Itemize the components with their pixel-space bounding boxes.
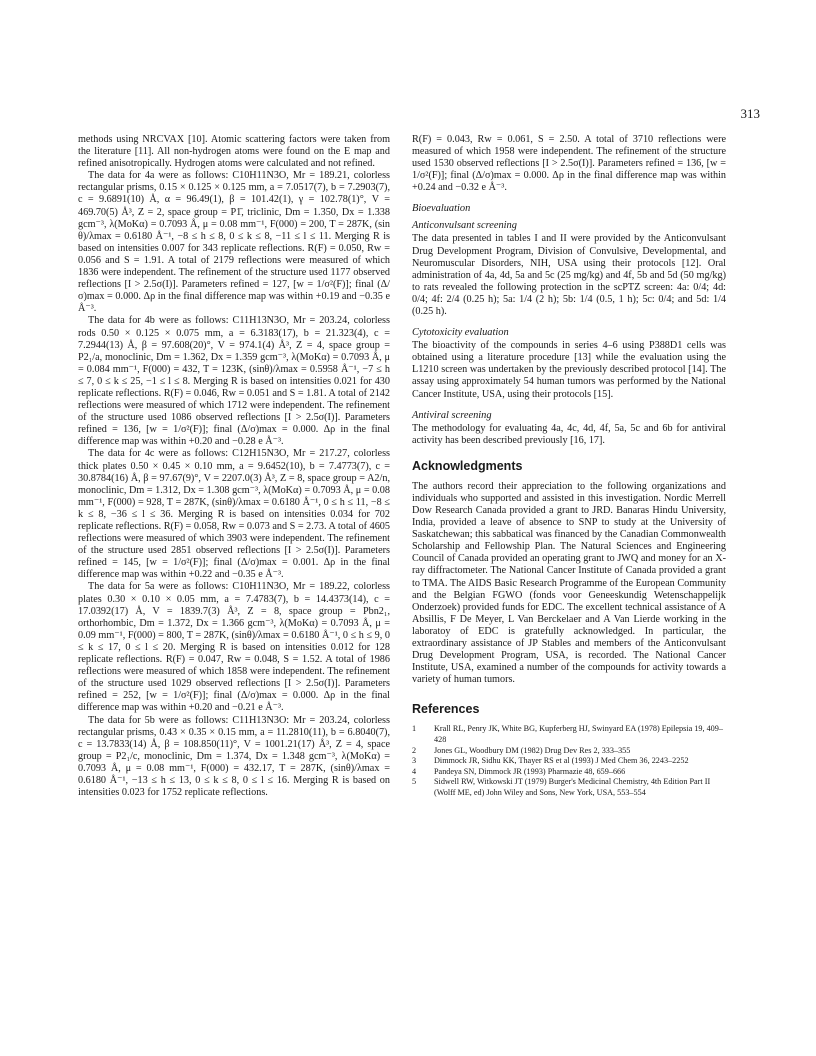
reference-text: Krall RL, Penry JK, White BG, Kupferberg HJ, Swinyard EA (1978) Epilepsia 19, 409–428	[434, 724, 723, 744]
reference-text: Jones GL, Woodbury DM (1982) Drug Dev Res 2, 333–355	[434, 745, 631, 755]
cytotoxicity-heading: Cytotoxicity evaluation	[412, 327, 509, 339]
reference-number: 1	[412, 724, 417, 734]
bioevaluation-heading: Bioevaluation	[412, 203, 471, 215]
data-4a-paragraph: The data for 4a were as follows: C10H11N3O, Mr = 189.21, colorless rectangular prisms, 0.15 × 0.125 × 0.125 mm, a = 7.0517(7), b = 7.2903(7), c = 9.6891(10) Å, α = 96.49(1), β = 101.42(1), γ = 102.78(1)°, V = 469.70(5) Å³, Z = 2, space group = P1̄, triclinic, Dm = 1.350, Dx = 1.338 gcm⁻³, λ(MoKα) = 0.7093 Å, μ = 0.08 mm⁻¹, F(000) = 200, T = 287K, (sin θ)/λmax = 0.6180 Å⁻¹, −8 ≤ h ≤ 8, 0 ≤ k ≤ 8, −11 ≤ l ≤ 11. Merging R is based on intensities 0.007 for 343 replicate reflections. R(F) = 0.050, Rw = 0.056 and S = 1.91. A total of 2179 reflections were measured of which 1836 were independent. The refinement of the structure used 1177 observed reflections [I > 2.5σ(I)]. Parameters refined = 127, [w = 1/σ²(F)]; final (Δ/σ)max = 0.000. Δρ in the final difference map was within +0.19 and −0.35 e Å⁻³.	[78, 170, 390, 315]
reference-item	[412, 777, 726, 798]
antiviral-text: The methodology for evaluating 4a, 4c, 4d, 4f, 5a, 5c and 6b for antiviral activity has been described previously [16, 17].	[412, 422, 726, 446]
methods-paragraph: methods using NRCVAX [10]. Atomic scattering factors were taken from the literature [11]. All non-hydrogen atoms were found on the E map and refined anisotropically. Hydrogen atoms were calculated and not refined.	[78, 134, 390, 170]
antiviral-heading: Antiviral screening	[412, 409, 492, 421]
data-5b-paragraph: The data for 5b were as follows: C11H13N3O: Mr = 203.24, colorless rectangular prisms, 0.43 × 0.35 × 0.15 mm, a = 11.2810(11), b = 6.8040(7), c = 13.7833(14) Å, β = 108.850(11)°, V = 1001.21(17) Å³, Z = 4, space group = P2₁/c, monoclinic, Dm = 1.374, Dx = 1.348 gcm⁻³, λ(MoKα) = 0.7093 Å, μ = 0.08 mm⁻¹, F(000) = 432.17, T = 287K, (sinθ)/λmax = 0.6180 Å⁻¹, −13 ≤ h ≤ 13, 0 ≤ k ≤ 8, 0 ≤ l ≤ 16. Merging R is based on intensities 0.023 for 1752 replicate reflections.	[78, 714, 390, 799]
reference-number: 2	[412, 745, 417, 755]
reference-text: Sidwell RW, Witkowski JT (1979) Burger's Medicinal Chemistry, 4th Edition Part II (Wolff ME, ed) John Wiley and Sons, New York, USA, 553–554	[434, 777, 711, 797]
acknowledgments-heading: Acknowledgments	[412, 458, 523, 473]
reference-text: Dimmock JR, Sidhu KK, Thayer RS et al (1993) J Med Chem 36, 2243–2252	[434, 756, 689, 766]
page-number: 313	[740, 106, 760, 121]
references-list	[412, 724, 726, 798]
reference-number: 4	[412, 766, 417, 776]
reference-text: Pandeya SN, Dimmock JR (1993) Pharmazie 48, 659–666	[434, 766, 626, 776]
reference-item	[412, 746, 726, 757]
reference-number: 3	[412, 756, 417, 766]
left-column	[78, 134, 390, 799]
reference-item	[412, 756, 726, 767]
anticonvulsant-text: The data presented in tables I and II were provided by the Anticonvulsant Drug Development Program, Division of Convulsive, Developmental, and Neuromuscular Disorders, NIH, USA using their protocols [12]. Oral administration of 4a, 4d, 5a and 5c (25 mg/kg) and 4f, 5b and 5d (50 mg/kg) to rats revealed the following protection in the scPTZ screen: 4a: 0/4; 4d: 0/4; 4f: 2/4 (0.25 h); 5a: 1/4 (2 h); 5b: 1/4 (0.5, 1 h); 5c: 0/4; and 5d: 1/4 (0.25 h).	[412, 233, 726, 318]
data-5a-paragraph: The data for 5a were as follows: C10H11N3O, Mr = 189.22, colorless plates 0.30 × 0.10 × 0.05 mm, a = 7.4783(7), b = 14.4373(14), c = 17.0392(17) Å, V = 1839.7(3) Å³, Z = 8, space group = Pbn2₁, orthorhombic, Dm = 1.372, Dx = 1.366 gcm⁻³, λ(MoKα) = 0.7093 Å, μ = 0.09 mm⁻¹, F(000) = 800, T = 287K, (sinθ)/λmax = 0.6180 Å⁻¹, 0 ≤ h ≤ 9, 0 ≤ k ≤ 17, 0 ≤ l ≤ 20. Merging R is based on intensities 0.012 for 128 replicate reflections. R(F) = 0.047, Rw = 0.048, S = 1.52. A total of 1986 reflections were measured of which 1858 were independent. The refinement of the structure used 1029 observed reflections [I > 2.5σ(I)]. Parameters refined = 252, [w = 1/σ²(F)]; final (Δ/σ)max = 0.000. Δρ in the final difference map was within +0.20 and −0.21 e Å⁻³.	[78, 581, 390, 714]
reference-item	[412, 724, 726, 745]
right-column	[412, 134, 726, 799]
data-4c-paragraph: The data for 4c were as follows: C12H15N3O, Mr = 217.27, colorless thick plates 0.50 × 0.45 × 0.10 mm, a = 9.6452(10), b = 7.4773(7), c = 30.8784(16) Å, β = 97.67(9)°, V = 2207.0(3) Å³, Z = 8, space group = A2/n, monoclinic, Dm = 1.312, Dx = 1.308 gcm⁻³, λ(MoKα) = 0.7093 Å, μ = 0.08 mm⁻¹, F(000) = 928, T = 287K, (sinθ)/λmax = 0.6180 Å⁻¹, 0 ≤ h ≤ 11, −8 ≤ k ≤ 8, −36 ≤ l ≤ 36. Merging R is based on intensities 0.034 for 702 replicate reflections. R(F) = 0.058, Rw = 0.073 and S = 2.73. A total of 4605 reflections were measured of which 3903 were independent. The refinement of the structure used 2851 observed reflections [I > 2.5σ(I)]. Parameters refined = 145, [w = 1/σ²(F)]; final (Δ/σ)max = 0.001. Δρ in the final difference map was within +0.22 and −0.35 e Å⁻³.	[78, 448, 390, 581]
cytotoxicity-text: The bioactivity of the compounds in series 4–6 using P388D1 cells was obtained using a literature procedure [13] while the evaluation using the L1210 screen was undertaken by the previously described protocol [14]. The assay using approximately 54 human tumors was performed by the National Cancer Institute, USA, using their protocols [15].	[412, 340, 726, 400]
reference-number: 5	[412, 777, 417, 787]
references-heading: References	[412, 702, 480, 717]
anticonvulsant-heading: Anticonvulsant screening	[412, 220, 517, 232]
data-4b-paragraph: The data for 4b were as follows: C11H13N3O, Mr = 203.24, colorless rods 0.50 × 0.125 × 0.075 mm, a = 6.3183(17), b = 21.323(4), c = 7.2944(13) Å, β = 97.608(20)°, V = 974.1(4) Å³, Z = 4, space group = P2₁/a, monoclinic, Dm = 1.362, Dx = 1.359 gcm⁻³, λ(MoKα) = 0.7093 Å, μ = 0.084 mm⁻¹, F(000) = 432, T = 123K, (sinθ)/λmax = 0.5958 Å⁻¹, −7 ≤ h ≤ 7, 0 ≤ k ≤ 25, −1 ≤ l ≤ 8. Merging R is based on intensities 0.021 for 430 replicate reflections. R(F) = 0.046, Rw = 0.051 and S = 1.81. A total of 2142 reflections were measured of which 1712 were independent. The refinement of the structure used 1086 observed reflections [I > 2.5σ(I)]. Parameters refined = 136, [w = 1/σ²(F)]; final (Δ/σ)max = 0.000. Δρ in the final difference map was within +0.20 and −0.28 e Å⁻³.	[78, 315, 390, 448]
reference-item	[412, 767, 726, 778]
acknowledgments-text: The authors record their appreciation to the following organizations and individuals who supported and assisted in this investigation. Nordic Merrell Dow Research Canada provided a grant to JRD. Banaras Hindu University, India, provided a leave of absence to SNP to study at the University of Saskatchewan; this sabbatical was financed by the Canadian Commonwealth Scholarship and Fellowship Plan. The Natural Sciences and Engineering Council of Canada provided an operating grant to JWQ and money for an X-ray diffractometer. The National Cancer Institute of Canada provided a grant to TMA. The AIDS Basic Research Programme of the European Community and the Belgian FGWO (fonds voor Geneeskundig Wetenschappelijk Onderzoek) provided funds for EDC. The excellent technical assistance of A Absillis, F De Meyer, L Van Berckelaer and A Van Lierde working in the laboratoy of EDC is gratefully acknowledged. In particular, the extraordinary assistance of JP Stables and members of the Anticonvulsant Drug Development Program, USA, is recorded. The National Cancer Institute, USA, examined a number of the compounds for activity towards a variety of human tumors.	[412, 480, 726, 686]
data-5b-continued: R(F) = 0.043, Rw = 0.061, S = 2.50. A total of 3710 reflections were measured of which 1958 were independent. The refinement of the structure used 1530 observed reflections [I > 2.5σ(I)]. Parameters refined = 136, [w = 1/σ²(F)]; final (Δ/σ)max = 0.000. Δρ in the final difference map was within +0.24 and −0.32 e Å⁻³.	[412, 134, 726, 194]
